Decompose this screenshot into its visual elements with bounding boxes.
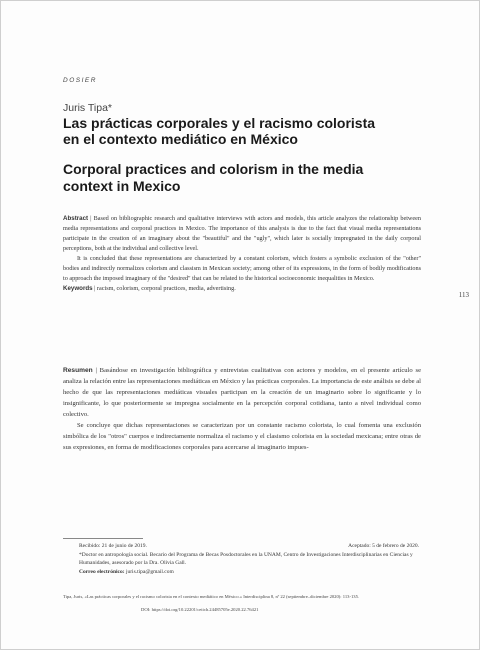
section-label: DOSIER xyxy=(63,77,97,84)
page-number: 113 xyxy=(458,291,469,299)
doi-link: DOI: https://doi.org/10.22201/ceiich.24485705e.2020.22.76421 xyxy=(141,607,259,612)
resumen-paragraph-2: Se concluye que dichas representaciones se caracterizan por un constante racismo colorista, lo cual fomenta una exclusión simbólica de los "otros" cuerpos e indirectamente normaliza el racismo y el clasismo colorista en la sociedad mexicana; entre otras de sus expresiones, en forma de modificaciones corporales para acercarse al imaginario impues- xyxy=(63,422,421,451)
citation: Tipa, Juris, «Las prácticas corporales y el racismo colorista en el contexto mediático en México.» Interdisciplina 8, nº 22 (septiembre–diciembre 2020): 113-135. xyxy=(63,594,360,599)
title-spanish-line2: en el contexto mediático en México xyxy=(63,131,298,147)
title-english-line2: context in Mexico xyxy=(63,178,181,194)
keywords-heading: Keywords xyxy=(63,285,93,292)
resumen-paragraph-1: Basándose en investigación bibliográfica y entrevistas cualitativas con actores y modelos, en el presente artículo se analiza la relación entre las representaciones mediáticas en México y las prácticas corporales. La importancia de este análisis se debe al hecho de que las representaciones mediáticas visuales participan en la creación de un imaginario sobre lo significante y lo insignificante, lo que posteriormente se impregna socialmente en la percepción corporal cotidiana, tanto a nivel individual como colectivo. xyxy=(63,367,421,418)
title-spanish-line1: Las prácticas corporales y el racismo colorista xyxy=(63,115,376,131)
abstract-paragraph-1: Based on bibliographic research and qualitative interviews with actors and models, this article analyzes the relationship between media representations and corporal practices in Mexico. The importance of this analysis is due to the fact that visual media representations participate in the creation of an imaginary about the "beautiful" and the "ugly", which later is socially impregnated in the daily corporal perceptions, both at the individual and collective level. xyxy=(63,215,421,252)
abstract-block: Abstract | Based on bibliographic research and qualitative interviews with actors and models, this article analyzes the relationship between media representations and corporal practices in Mexico. The importance of this analysis is due to the fact that visual media representations participate in the creation of an imaginary about the "beautiful" and the "ugly", which later is socially impregnated in the daily corporal perceptions, both at the individual and collective level. It is concluded that these representations are characterized by a constant colorism, which fosters a symbolic exclusion of the "other" bodies and indirectly normalizes colorism and classism in Mexican society; among other of its expressions, in the form of bodily modifications to approach the imposed imaginary of the "desired" that can be related to the historical socioeconomic inequalities in Mexico. Keywords | racism, colorism, corporal practices, media, advertising. xyxy=(63,215,421,292)
footnotes xyxy=(79,542,419,576)
keywords-list: racism, colorism, corporal practices, media, advertising. xyxy=(96,285,236,292)
title-spanish xyxy=(63,115,433,147)
resumen-block: Resumen | Basándose en investigación bibliográfica y entrevistas cualitativas con actores y modelos, en el presente artículo se analiza la relación entre las representaciones mediáticas en México y las prácticas corporales. La importancia de este análisis se debe al hecho de que las representaciones mediáticas visuales participan en la creación de un imaginario sobre lo significante y lo insignificante, lo que posteriormente se impregna socialmente en la percepción corporal cotidiana, tanto a nivel individual como colectivo. Se concluye que dichas representaciones se caracterizan por un constante racismo colorista, lo cual fomenta una exclusión simbólica de los "otros" cuerpos e indirectamente normaliza el racismo y el clasismo colorista en la sociedad mexicana; entre otras de sus expresiones, en forma de modificaciones corporales para acercarse al imaginario impues- xyxy=(63,367,421,451)
email-address: juris.tipa@gmail.com xyxy=(125,568,174,575)
received-date: Recibido: 21 de junio de 2019. xyxy=(79,543,147,549)
accepted-date: Aceptado: 5 de febrero de 2020. xyxy=(348,543,419,549)
abstract-heading: Abstract xyxy=(63,215,89,222)
title-english xyxy=(63,161,433,195)
email-label: Correo electrónico: xyxy=(79,568,125,575)
footnote-divider xyxy=(63,538,143,539)
resumen-heading: Resumen xyxy=(63,367,93,374)
abstract-paragraph-2: It is concluded that these representations are characterized by a constant colorism, which fosters a symbolic exclusion of the "other" bodies and indirectly normalizes colorism and classism in Mexican society; among other of its expressions, in the form of bodily modifications to approach the imposed imaginary of the "desired" that can be related to the historical socioeconomic inequalities in Mexico. xyxy=(63,255,421,282)
author-name: Juris Tipa* xyxy=(63,102,113,114)
title-english-line1: Corporal practices and colorism in the media xyxy=(63,161,364,177)
author-affiliation: *Doctor en antropología social. Becario del Programa de Becas Posdoctorales en la UNAM, Centro de Investigaciones Interdisciplinarias en Ciencias y Humanidades, asesorado por la Dra. Olivia Gall. xyxy=(79,551,413,566)
